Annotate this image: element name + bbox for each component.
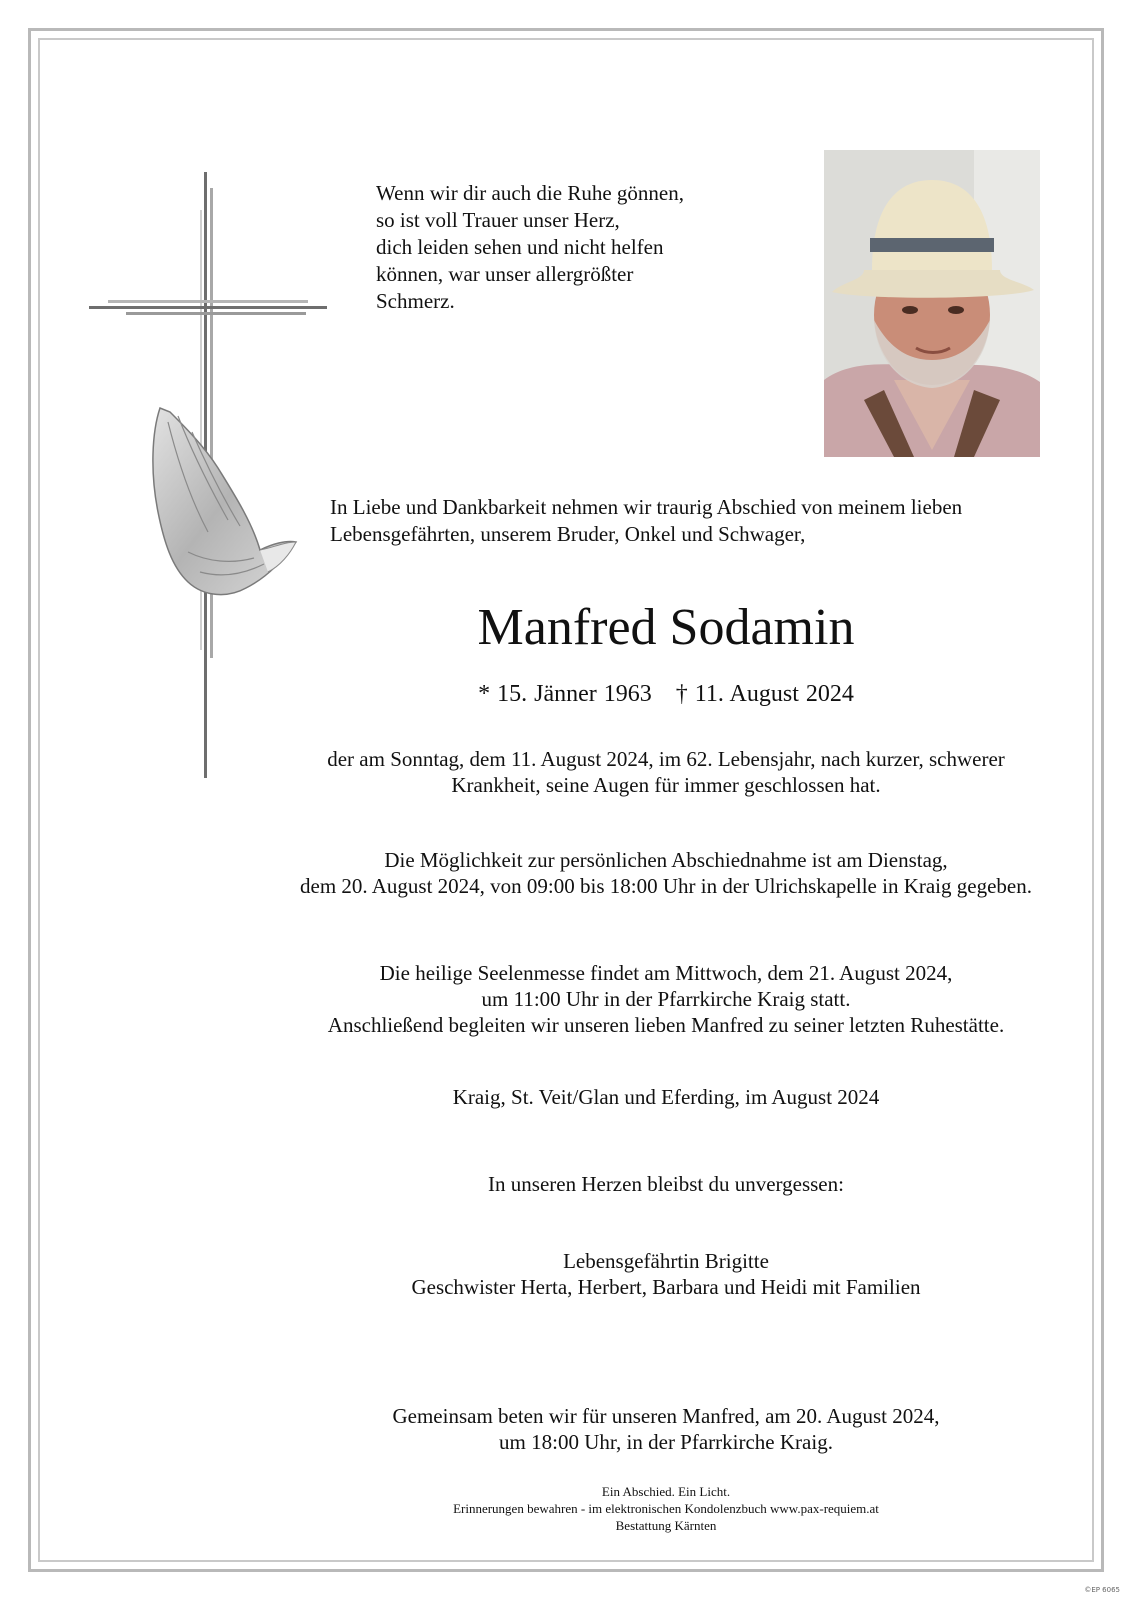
poem-line: dich leiden sehen und nicht helfen bbox=[376, 235, 664, 259]
intro-line: In Liebe und Dankbarkeit nehmen wir traurig Abschied von meinem lieben bbox=[330, 495, 963, 519]
farewell-line: Die Möglichkeit zur persönlichen Abschiednahme ist am Dienstag, bbox=[384, 848, 948, 872]
prayer-info bbox=[200, 1403, 1132, 1455]
mourner-line: Geschwister Herta, Herbert, Barbara und Heidi mit Familien bbox=[411, 1275, 921, 1299]
life-dates bbox=[200, 679, 1132, 709]
mass-line: Anschließend begleiten wir unseren lieben Manfred zu seiner letzten Ruhestätte. bbox=[327, 1013, 1005, 1037]
poem-line: Wenn wir dir auch die Ruhe gönnen, bbox=[376, 181, 684, 205]
death-notice-line: Krankheit, seine Augen für immer geschlossen hat. bbox=[451, 773, 881, 797]
footer-line: Erinnerungen bewahren - im elektronischen Kondolenzbuch www.pax-requiem.at bbox=[453, 1501, 879, 1516]
deceased-name: Manfred Sodamin bbox=[477, 599, 855, 656]
remembrance-line: In unseren Herzen bleibst du unvergessen: bbox=[488, 1172, 844, 1196]
footer-line: Ein Abschied. Ein Licht. bbox=[601, 1484, 731, 1499]
praying-hands-icon bbox=[148, 402, 308, 602]
mourners-list bbox=[200, 1248, 1132, 1300]
poem-line: so ist voll Trauer unser Herz, bbox=[376, 208, 620, 232]
footer bbox=[200, 1483, 1132, 1534]
mass-info bbox=[200, 960, 1132, 1038]
poem bbox=[376, 180, 736, 315]
publisher-stamp: ©EP 6065 bbox=[1084, 1586, 1120, 1594]
prayer-line: Gemeinsam beten wir für unseren Manfred, am 20. August 2024, bbox=[392, 1404, 940, 1428]
prayer-line: um 18:00 Uhr, in der Pfarrkirche Kraig. bbox=[499, 1430, 833, 1454]
death-notice bbox=[200, 746, 1132, 798]
farewell-line: dem 20. August 2024, von 09:00 bis 18:00 Uhr in der Ulrichskapelle in Kraig gegeben. bbox=[300, 874, 1032, 898]
intro-text bbox=[330, 494, 1070, 548]
footer-line: Bestattung Kärnten bbox=[615, 1518, 717, 1533]
death-notice-line: der am Sonntag, dem 11. August 2024, im 62. Lebensjahr, nach kurzer, schwerer bbox=[327, 747, 1005, 771]
intro-line: Lebensgefährten, unserem Bruder, Onkel und Schwager, bbox=[330, 522, 806, 546]
birth-date: * 15. Jänner 1963 bbox=[478, 681, 652, 707]
farewell-info bbox=[200, 847, 1132, 899]
portrait-photo bbox=[824, 150, 1040, 457]
poem-line: können, war unser allergrößter bbox=[376, 262, 634, 286]
mass-line: Die heilige Seelenmesse findet am Mittwoch, dem 21. August 2024, bbox=[379, 961, 953, 985]
poem-line: Schmerz. bbox=[376, 289, 455, 313]
mass-line: um 11:00 Uhr in der Pfarrkirche Kraig statt. bbox=[481, 987, 851, 1011]
place-date: Kraig, St. Veit/Glan und Eferding, im August 2024 bbox=[452, 1085, 880, 1109]
death-date: † 11. August 2024 bbox=[675, 681, 854, 707]
mourner-line: Lebensgefährtin Brigitte bbox=[563, 1249, 769, 1273]
